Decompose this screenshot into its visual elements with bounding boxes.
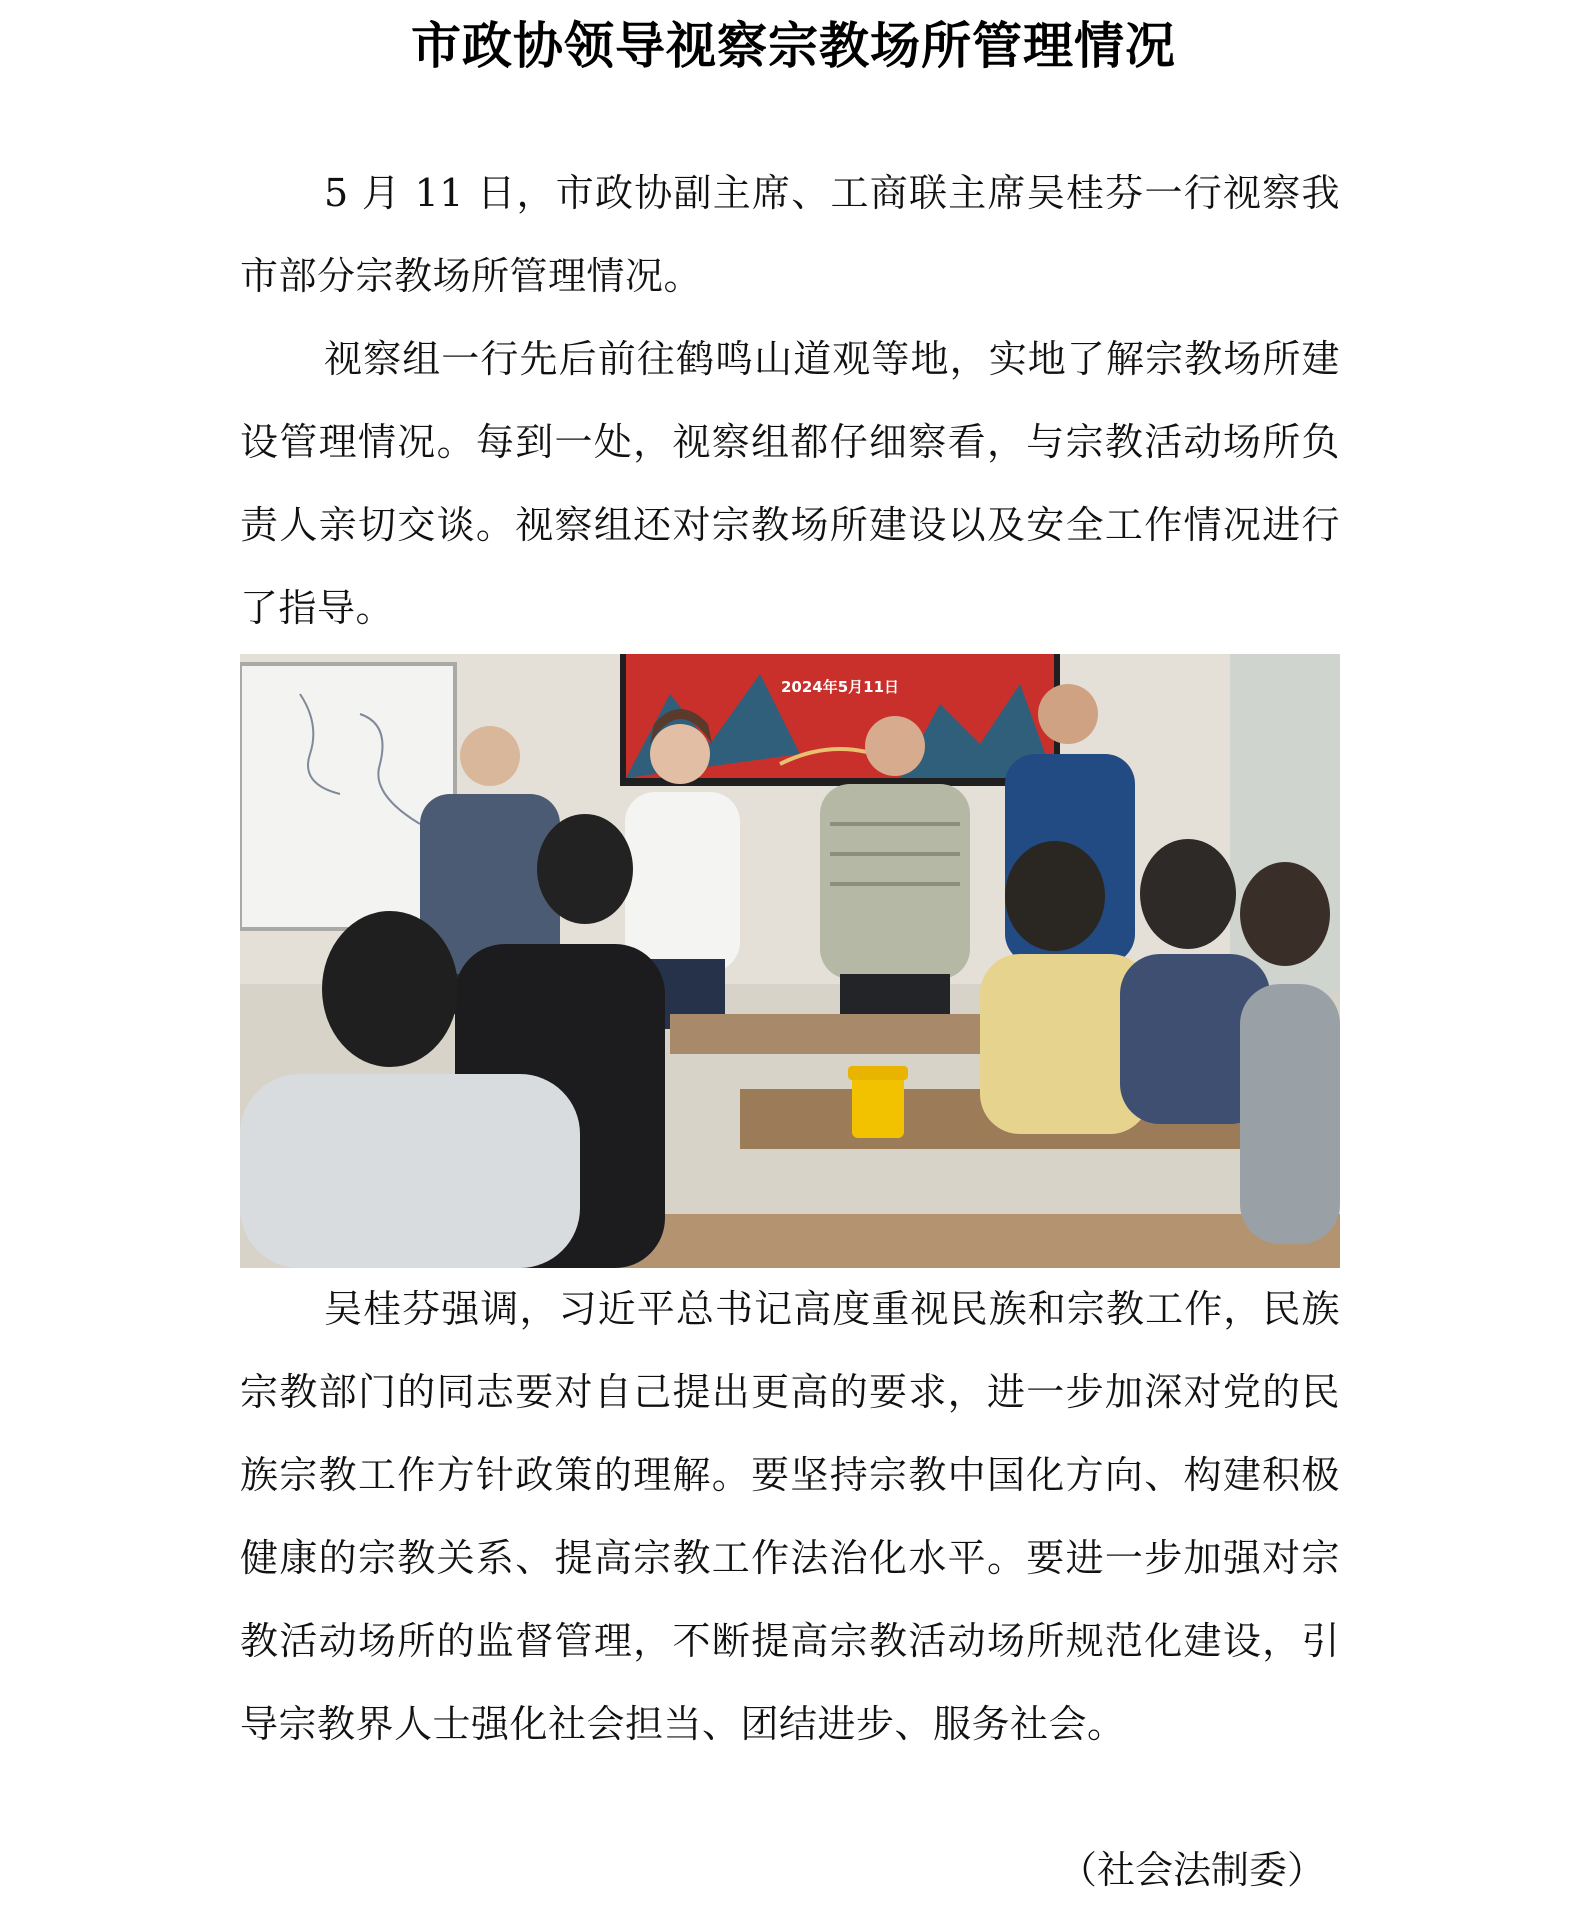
- meeting-photo-illustration: [240, 654, 1340, 1268]
- body-text-bottom: [240, 1268, 1340, 1766]
- signature: （社会法制委）: [1058, 1848, 1325, 1892]
- screen-date-text: 2024年5月11日: [780, 678, 900, 696]
- document-title: 市政协领导视察宗教场所管理情况: [411, 16, 1176, 75]
- body-text-top: [240, 152, 1340, 650]
- meeting-photo: [240, 654, 1340, 1268]
- paragraph-intro: 5 月 11 日，市政协副主席、工商联主席吴桂芬一行视察我市部分宗教场所管理情况。: [240, 171, 1340, 298]
- paragraph-inspection: 视察组一行先后前往鹤鸣山道观等地，实地了解宗教场所建设管理情况。每到一处，视察组都仔细察看，与宗教活动场所负责人亲切交谈。视察组还对宗教场所建设以及安全工作情况进行了指导。: [240, 337, 1340, 630]
- paragraph-emphasis: 吴桂芬强调，习近平总书记高度重视民族和宗教工作，民族宗教部门的同志要对自己提出更高的要求，进一步加深对党的民族宗教工作方针政策的理解。要坚持宗教中国化方向、构建积极健康的宗教关系、提高宗教工作法治化水平。要进一步加强对宗教活动场所的监督管理，不断提高宗教活动场所规范化建设，引导宗教界人士强化社会担当、团结进步、服务社会。: [240, 1287, 1340, 1746]
